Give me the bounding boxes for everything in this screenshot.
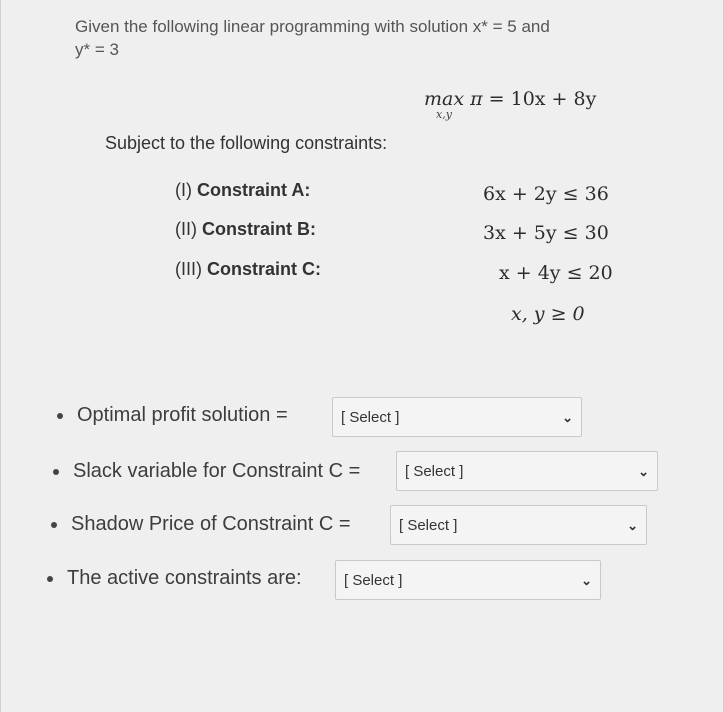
constraint-equation-c: x + 4y ≤ 20: [499, 262, 613, 284]
question-item-1: [57, 404, 288, 427]
select-value: [ Select ]: [405, 462, 464, 480]
slack-variable-select[interactable]: [396, 451, 658, 491]
question-label: The active constraints are:: [67, 567, 302, 589]
constraint-numeral: (II): [175, 219, 197, 239]
constraint-numeral: (I): [175, 180, 192, 200]
question-label: Shadow Price of Constraint C =: [71, 513, 351, 535]
chevron-down-icon: ⌄: [627, 518, 638, 533]
question-label: Optimal profit solution =: [77, 404, 288, 426]
question-item-2: [53, 460, 360, 483]
constraint-label-c: [175, 259, 321, 280]
constraint-label-a: [175, 180, 310, 201]
subject-heading: Subject to the following constraints:: [105, 133, 388, 153]
objective-function: [424, 88, 597, 121]
constraint-equation-a: 6x + 2y ≤ 36: [483, 183, 609, 205]
select-value: [ Select ]: [344, 571, 403, 589]
objective-rhs: = 10x + 8y: [488, 88, 597, 110]
bullet-icon: [51, 522, 57, 528]
select-value: [ Select ]: [399, 516, 458, 534]
question-item-4: [47, 567, 302, 590]
constraint-equation-b: 3x + 5y ≤ 30: [483, 222, 609, 244]
question-label: Slack variable for Constraint C =: [73, 460, 361, 482]
chevron-down-icon: ⌄: [562, 410, 573, 425]
chevron-down-icon: ⌄: [638, 464, 649, 479]
optimal-profit-select[interactable]: [332, 397, 582, 437]
constraint-numeral: (III): [175, 259, 202, 279]
constraint-name: Constraint C:: [207, 259, 322, 279]
bullet-icon: [57, 413, 63, 419]
constraint-label-b: [175, 219, 316, 240]
objective-subscript: x,y: [436, 108, 452, 121]
bullet-icon: [47, 576, 53, 582]
question-item-3: [51, 513, 351, 536]
active-constraints-select[interactable]: [335, 560, 601, 600]
shadow-price-select[interactable]: [390, 505, 647, 545]
bullet-icon: [53, 469, 59, 475]
constraint-name: Constraint B:: [202, 219, 317, 239]
question-line-1: Given the following linear programming with solution x* = 5 and: [75, 17, 550, 36]
question-line-2: y* = 3: [75, 40, 119, 59]
question-text: [75, 15, 675, 61]
objective-lhs: max π: [424, 88, 483, 110]
select-value: [ Select ]: [341, 408, 400, 426]
nonnegativity-constraint: x, y ≥ 0: [511, 303, 585, 325]
chevron-down-icon: ⌄: [581, 573, 592, 588]
constraint-name: Constraint A:: [197, 180, 311, 200]
